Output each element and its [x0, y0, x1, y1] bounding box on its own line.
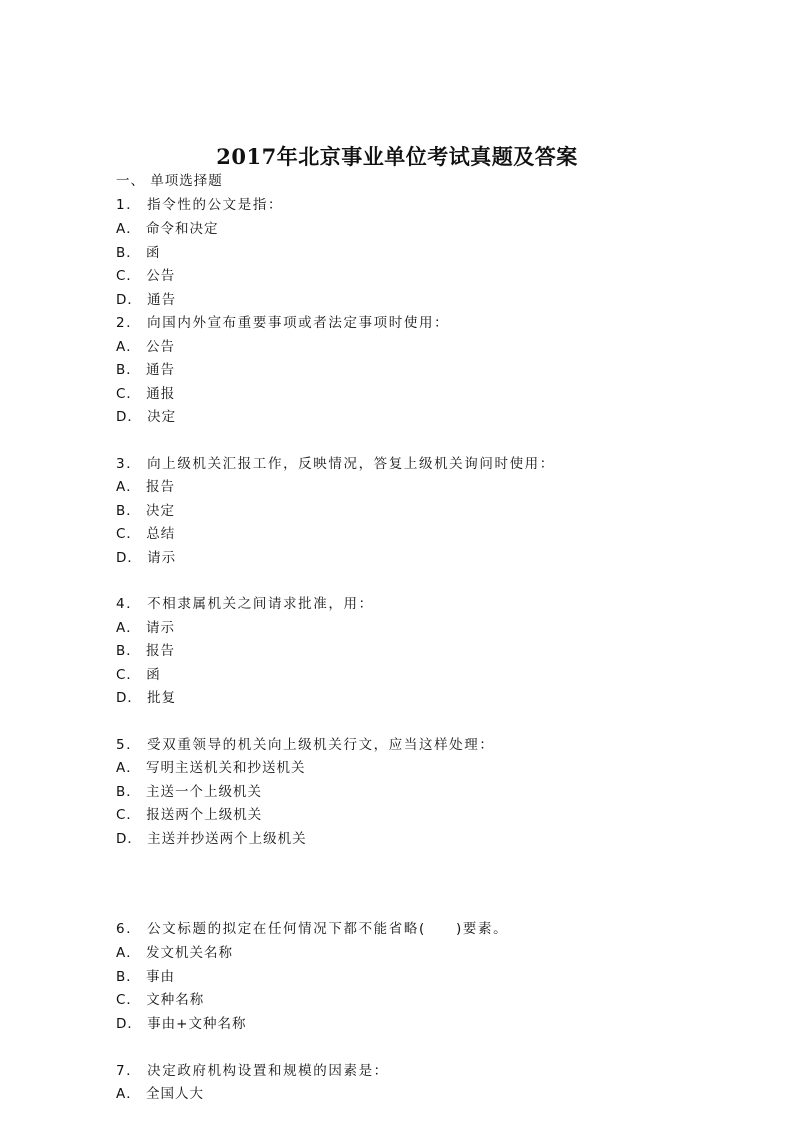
q3-option-c: C． 总结 [116, 526, 176, 542]
question-1: 1． 指令性的公文是指： [116, 197, 284, 213]
q1-option-b: B． 函 [116, 245, 161, 261]
q6-option-a: A． 发文机关名称 [116, 945, 234, 961]
q1-option-d: D． 通告 [116, 292, 177, 308]
q3-option-a: A． 报告 [116, 479, 176, 495]
q5-option-d: D． 主送并抄送两个上级机关 [116, 831, 307, 847]
q7-option-a: A． 全国人大 [116, 1086, 205, 1102]
q5-option-a: A． 写明主送机关和抄送机关 [116, 760, 306, 776]
document-title: 2017年北京事业单位考试真题及答案 [216, 144, 578, 169]
q2-option-c: C． 通报 [116, 386, 176, 402]
q1-option-c: C． 公告 [116, 268, 176, 284]
q6-option-c: C． 文种名称 [116, 992, 205, 1008]
q4-option-a: A． 请示 [116, 620, 176, 636]
q4-option-d: D． 批复 [116, 690, 177, 706]
q4-option-b: B． 报告 [116, 643, 176, 659]
q2-option-d: D． 决定 [116, 409, 177, 425]
q6-option-d: D． 事由+文种名称 [116, 1016, 247, 1032]
question-5: 5． 受双重领导的机关向上级机关行文，应当这样处理： [116, 737, 495, 753]
q5-option-b: B． 主送一个上级机关 [116, 784, 263, 800]
question-7: 7． 决定政府机构设置和规模的因素是： [116, 1063, 389, 1079]
question-2: 2． 向国内外宣布重要事项或者法定事项时使用： [116, 315, 450, 331]
q4-option-c: C． 函 [116, 667, 161, 683]
section-heading: 一、 单项选择题 [116, 173, 223, 189]
q3-option-b: B． 决定 [116, 503, 176, 519]
q2-option-a: A． 公告 [116, 339, 176, 355]
q3-option-d: D． 请示 [116, 550, 177, 566]
q2-option-b: B． 通告 [116, 362, 176, 378]
question-3: 3． 向上级机关汇报工作，反映情况，答复上级机关询问时使用： [116, 456, 555, 472]
question-4: 4． 不相隶属机关之间请求批准，用： [116, 596, 374, 612]
q6-option-b: B． 事由 [116, 969, 176, 985]
q1-option-a: A． 命令和决定 [116, 221, 219, 237]
q5-option-c: C． 报送两个上级机关 [116, 807, 263, 823]
question-6: 6． 公文标题的拟定在任何情况下都不能省略( )要素。 [116, 921, 509, 937]
